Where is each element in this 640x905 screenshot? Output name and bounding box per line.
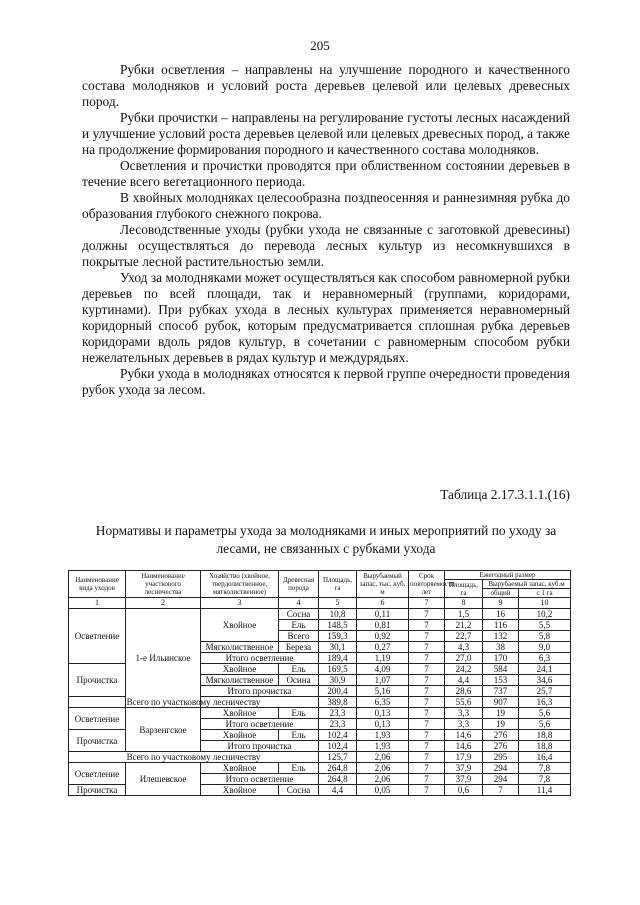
table-cell: 1,5 (445, 609, 483, 620)
table-cell: 169,5 (319, 664, 357, 675)
table-cell: 4,3 (445, 642, 483, 653)
column-number: 2 (126, 598, 201, 609)
forestry-cell: Варзенгское (126, 708, 201, 752)
table-cell: 17,9 (445, 752, 483, 763)
paragraph: Рубки осветления – направлены на улучшение породного и качественного состава молодняков и условий роста деревьев целевой или целевых древесных пород. (82, 62, 570, 109)
table-cell: 294 (483, 763, 519, 774)
page-number: 205 (310, 38, 330, 53)
total-label: Всего по участковому лесничеству (69, 752, 319, 763)
table-cell: 0,92 (357, 631, 409, 642)
paragraph: Осветления и прочистки проводятся при облиственном состоянии деревьев в течение всего вегетационного периода. (82, 158, 570, 189)
table-cell: 16,4 (519, 752, 571, 763)
column-number: 8 (445, 598, 483, 609)
table-cell: Осина (279, 675, 319, 686)
table-cell: 7 (409, 741, 445, 752)
total-row (69, 752, 571, 763)
table-cell: 7 (409, 642, 445, 653)
header-cell: общий (483, 589, 519, 598)
column-number-row (69, 598, 571, 609)
table-cell: 19 (483, 719, 519, 730)
column-number: 4 (279, 598, 319, 609)
table-cell: Ель (279, 730, 319, 741)
table-cell: 7 (409, 763, 445, 774)
care-type-cell: Прочистка (69, 785, 126, 796)
table-cell: 276 (483, 730, 519, 741)
table-cell: 0,13 (357, 719, 409, 730)
table-cell: 584 (483, 664, 519, 675)
header-cell: Вырубаемый запас, тыс. куб. м (357, 571, 409, 598)
economy-cell: Хвойное (201, 730, 279, 741)
header-cell: Наименование вида уходов (69, 571, 126, 598)
table-cell: 7 (409, 631, 445, 642)
table-cell: 7 (483, 785, 519, 796)
table-cell: 116 (483, 620, 519, 631)
header-cell: Ежегодный размер (445, 571, 571, 580)
subtotal-label: Итого осветление (201, 719, 319, 730)
table-cell: 5,16 (357, 686, 409, 697)
table-cell: 4,4 (319, 785, 357, 796)
economy-cell: Мягколиственное (201, 675, 279, 686)
table-cell: 5,5 (519, 620, 571, 631)
table-cell: 0,13 (357, 708, 409, 719)
table-cell: Сосна (279, 785, 319, 796)
table-cell: 22,7 (445, 631, 483, 642)
table-cell: 2,06 (357, 774, 409, 785)
table-cell: 0,05 (357, 785, 409, 796)
table-cell: 7 (409, 752, 445, 763)
table-cell: 30,9 (319, 675, 357, 686)
table-cell: 7,8 (519, 774, 571, 785)
table-row (69, 609, 571, 620)
table-cell: 7 (409, 774, 445, 785)
economy-cell: Мягколиственное (201, 642, 279, 653)
table-cell: 153 (483, 675, 519, 686)
paragraph: Рубки ухода в молодняках относятся к первой группе очередности проведения рубок ухода за лесом. (82, 366, 570, 397)
table-cell: 19 (483, 708, 519, 719)
table-cell: 7 (409, 719, 445, 730)
economy-cell: Хвойное (201, 609, 279, 642)
table-cell: 10,8 (319, 609, 357, 620)
care-type-cell: Осветление (69, 763, 126, 785)
paragraph: Рубки прочистки – направлены на регулирование густоты лесных насаждений и улучшение условий роста деревьев целевой или целевых древесных пород, а также на продолжение формирования породного и качественного состава молодняков. (82, 110, 570, 157)
table-cell: 4,4 (445, 675, 483, 686)
table-cell: 737 (483, 686, 519, 697)
table-cell: 102,4 (319, 730, 357, 741)
table-row (69, 708, 571, 719)
table-cell: 11,4 (519, 785, 571, 796)
table-cell: 0,6 (445, 785, 483, 796)
table-cell: 14,6 (445, 741, 483, 752)
table-row (69, 763, 571, 774)
table-cell: Береза (279, 642, 319, 653)
table-cell: 16,3 (519, 697, 571, 708)
header-cell: Срок повторяемости лет (410, 572, 455, 596)
table-cell: 148,5 (319, 620, 357, 631)
table-cell: 1,93 (357, 730, 409, 741)
table-cell: 7 (409, 730, 445, 741)
subtotal-label: Итого прочистка (201, 686, 319, 697)
economy-cell: Хвойное (201, 785, 279, 796)
table-cell: 18,8 (519, 741, 571, 752)
table-cell: Ель (279, 708, 319, 719)
table-cell: 2,06 (357, 752, 409, 763)
table-cell: 38 (483, 642, 519, 653)
column-number: 10 (519, 598, 571, 609)
table-cell: 5,8 (519, 631, 571, 642)
header-cell: с 1 га (519, 589, 571, 598)
table-cell: 276 (483, 741, 519, 752)
table-cell: 7 (409, 697, 445, 708)
table-cell: 37,9 (445, 763, 483, 774)
column-number: 7 (409, 598, 445, 609)
economy-cell: Хвойное (201, 708, 279, 719)
total-row (69, 697, 571, 708)
table-cell: 0,11 (357, 609, 409, 620)
table-cell: 6,35 (357, 697, 409, 708)
column-number: 9 (483, 598, 519, 609)
table-cell: 907 (483, 697, 519, 708)
care-type-cell: Осветление (69, 609, 126, 664)
paragraph: Лесоводственные уходы (рубки ухода не связанные с заготовкой древесины) должны осуществляться до перевода лесных культур из несомкнувшихся в покрытые лесной растительностью земли. (82, 222, 570, 269)
table-cell: 9,0 (519, 642, 571, 653)
table-cell: 1,07 (357, 675, 409, 686)
care-type-cell: Осветление (69, 708, 126, 730)
table-cell: 6,3 (519, 653, 571, 664)
forestry-cell: Илешевское (126, 763, 201, 796)
care-type-cell: Прочистка (69, 664, 126, 697)
table-cell: 264,8 (319, 763, 357, 774)
table-cell: 18,8 (519, 730, 571, 741)
table-cell: 7 (409, 675, 445, 686)
table-cell: 295 (483, 752, 519, 763)
header-cell: Наименование участкового лесничества (126, 571, 201, 598)
table-cell: 7 (409, 708, 445, 719)
table-cell: 28,6 (445, 686, 483, 697)
header-row (69, 571, 571, 580)
table-cell: 16 (483, 609, 519, 620)
table-cell: 37,9 (445, 774, 483, 785)
table-cell: 14,6 (445, 730, 483, 741)
table-cell: 5,6 (519, 708, 571, 719)
table-cell: 27,0 (445, 653, 483, 664)
table-cell: 10,2 (519, 609, 571, 620)
table-number: Таблица 2.17.3.1.1.(16) (440, 487, 570, 502)
table-cell: 200,4 (319, 686, 357, 697)
table-cell: 389,8 (319, 697, 357, 708)
table-cell: 3,3 (445, 719, 483, 730)
total-label: Всего по участковому лесничеству (69, 697, 319, 708)
table-cell: 1,93 (357, 741, 409, 752)
header-cell: Древесная порода (279, 571, 319, 598)
table-cell: 1,19 (357, 653, 409, 664)
table-cell: 55,6 (445, 697, 483, 708)
table-cell: 30,1 (319, 642, 357, 653)
forestry-cell: 1-е Ильинское (126, 609, 201, 708)
table-cell: 23,3 (319, 708, 357, 719)
table-cell: 7,8 (519, 763, 571, 774)
table-cell: 5,6 (519, 719, 571, 730)
subtotal-label: Итого осветление (201, 653, 319, 664)
header-cell: Вырубаемый запас, куб.м (483, 580, 571, 589)
table-cell: Сосна (279, 609, 319, 620)
table-cell: 24,1 (519, 664, 571, 675)
paragraph: Уход за молодняками может осуществляться как способом равномерной рубки деревьев по всей площади, так и неравномерный (группами, коридорами, куртинами). При рубках ухода в лесных культурах применяется неравномерный коридорный способ рубок, которым предусматривается сплошная рубка деревьев коридорами вдоль рядов культур, в сочетании с равномерным способом рубки нежелательных деревьев в рядах культур и междурядьях. (82, 270, 570, 365)
table-cell: 132 (483, 631, 519, 642)
table-cell: 3,3 (445, 708, 483, 719)
economy-cell: Хвойное (201, 763, 279, 774)
header-cell: Хозяйство (хвойное, твердолиственное, мягколиственное) (201, 571, 279, 598)
table-cell: Ель (279, 620, 319, 631)
subtotal-label: Итого осветление (201, 774, 319, 785)
table-cell: 189,4 (319, 653, 357, 664)
header-cell: Площадь, га (445, 580, 483, 598)
table-cell: 34,6 (519, 675, 571, 686)
table-cell: 24,2 (445, 664, 483, 675)
table-cell: 7 (409, 609, 445, 620)
table-cell: 0,81 (357, 620, 409, 631)
table-cell: 0,27 (357, 642, 409, 653)
table-cell: 125,7 (319, 752, 357, 763)
norms-table (68, 570, 571, 796)
table-cell: 21,2 (445, 620, 483, 631)
economy-cell: Хвойное (201, 664, 279, 675)
table-cell: 264,8 (319, 774, 357, 785)
table-cell: 7 (409, 653, 445, 664)
column-number: 3 (201, 598, 279, 609)
table-cell: 7 (409, 785, 445, 796)
table-cell: Всего (279, 631, 319, 642)
column-number: 1 (69, 598, 126, 609)
body-text (82, 62, 570, 398)
table-cell: 170 (483, 653, 519, 664)
subtotal-label: Итого прочистка (201, 741, 319, 752)
table-cell: 23,3 (319, 719, 357, 730)
paragraph: В хвойных молодняках целесообразна поздneосенняя и раннезимняя рубка до образования глубокого снежного покрова. (82, 190, 570, 221)
table-cell: Ель (279, 664, 319, 675)
table-cell: Ель (279, 763, 319, 774)
table-cell: 7 (409, 620, 445, 631)
table-cell: 294 (483, 774, 519, 785)
table-title: Нормативы и параметры ухода за молодняками и иных мероприятий по уходу за лесами, не связанных с рубками ухода (95, 523, 557, 556)
table-cell: 25,7 (519, 686, 571, 697)
table-cell: 7 (409, 686, 445, 697)
table-cell: 7 (409, 664, 445, 675)
column-number: 6 (357, 598, 409, 609)
header-cell: Площадь, га (319, 571, 357, 598)
column-number: 5 (319, 598, 357, 609)
table-cell: 159,3 (319, 631, 357, 642)
care-type-cell: Прочистка (69, 730, 126, 752)
table-cell: 102,4 (319, 741, 357, 752)
table-cell: 4,09 (357, 664, 409, 675)
table-cell: 2,06 (357, 763, 409, 774)
